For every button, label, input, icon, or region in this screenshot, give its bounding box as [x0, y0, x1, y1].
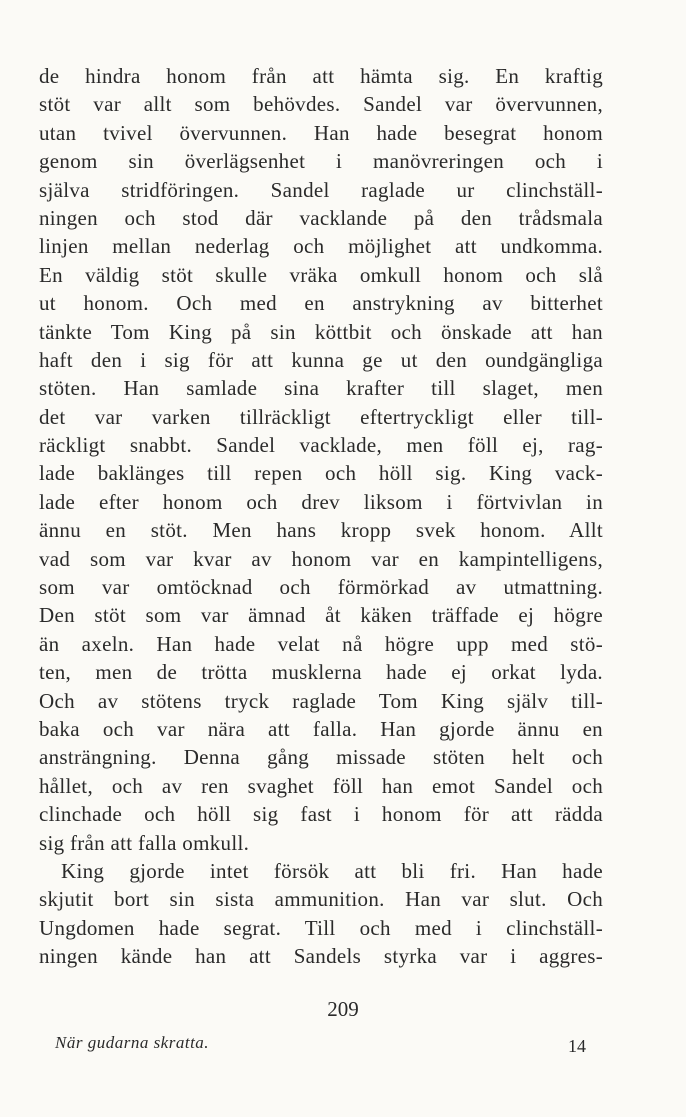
text-line: baka och var nära att falla. Han gjorde ännu en [39, 716, 603, 741]
signature-mark: 14 [568, 1036, 586, 1056]
text-line: själva stridföringen. Sandel raglade ur clinchställ- [39, 177, 603, 202]
text-line: ten, men de trötta musklerna hade ej orkat lyda. [39, 660, 603, 685]
text-line: hållet, och av ren svaghet föll han emot Sandel och [39, 773, 603, 798]
page-number: 209 [327, 997, 359, 1021]
text-line: ningen och stod där vacklande på den trådsmala [39, 205, 603, 230]
text-line: ansträngning. Denna gång missade stöten helt och [39, 745, 603, 770]
text-line: än axeln. Han hade velat nå högre upp med stö- [39, 631, 603, 656]
text-line: Den stöt som var ämnad åt käken träffade ej högre [39, 603, 603, 628]
text-line: stöten. Han samlade sina krafter till slaget, men [39, 376, 603, 401]
text-line: haft den i sig för att kunna ge ut den oundgängliga [39, 347, 603, 372]
text-line: stöt var allt som behövdes. Sandel var övervunnen, [39, 92, 603, 117]
text-line: ännu en stöt. Men hans kropp svek honom. Allt [39, 518, 603, 543]
text-line: som var omtöcknad och förmörkad av utmattning. [39, 575, 603, 600]
text-line: de hindra honom från att hämta sig. En kraftig [39, 64, 603, 88]
text-line: clinchade och höll sig fast i honom för att rädda [39, 802, 603, 827]
text-line: linjen mellan nederlag och möjlighet att undkomma. [39, 234, 603, 259]
page-text [39, 62, 603, 971]
text-line: ningen kände han att Sandels styrka var i aggres- [39, 944, 603, 969]
text-line: lade baklänges till repen och höll sig. King vack- [39, 461, 603, 486]
text-line: En väldig stöt skulle vräka omkull honom och slå [39, 262, 603, 287]
text-line: ut honom. Och med en anstrykning av bitterhet [39, 291, 603, 316]
text-line: Ungdomen hade segrat. Till och med i clinchställ- [39, 915, 603, 940]
paragraph-start-line: King gjorde intet försök att bli fri. Han hade [61, 858, 603, 883]
text-line: Och av stötens tryck raglade Tom King själv till- [39, 688, 603, 713]
text-line: vad som var kvar av honom var en kampintelligens, [39, 546, 603, 571]
text-line: utan tvivel övervunnen. Han hade besegrat honom [39, 120, 603, 145]
text-line: skjutit bort sin sista ammunition. Han var slut. Och [39, 887, 603, 912]
text-line: lade efter honom och drev liksom i förtvivlan in [39, 489, 603, 514]
text-line: räckligt snabbt. Sandel vacklade, men föll ej, rag- [39, 433, 603, 458]
text-line: tänkte Tom King på sin köttbit och önskade att han [39, 319, 603, 344]
footer-book-title: När gudarna skratta. [55, 1033, 210, 1052]
text-line: det var varken tillräckligt eftertryckligt eller till- [39, 404, 603, 429]
text-line: genom sin överlägsenhet i manövreringen och i [39, 149, 603, 174]
paragraph-end-line: sig från att falla omkull. [39, 830, 250, 855]
